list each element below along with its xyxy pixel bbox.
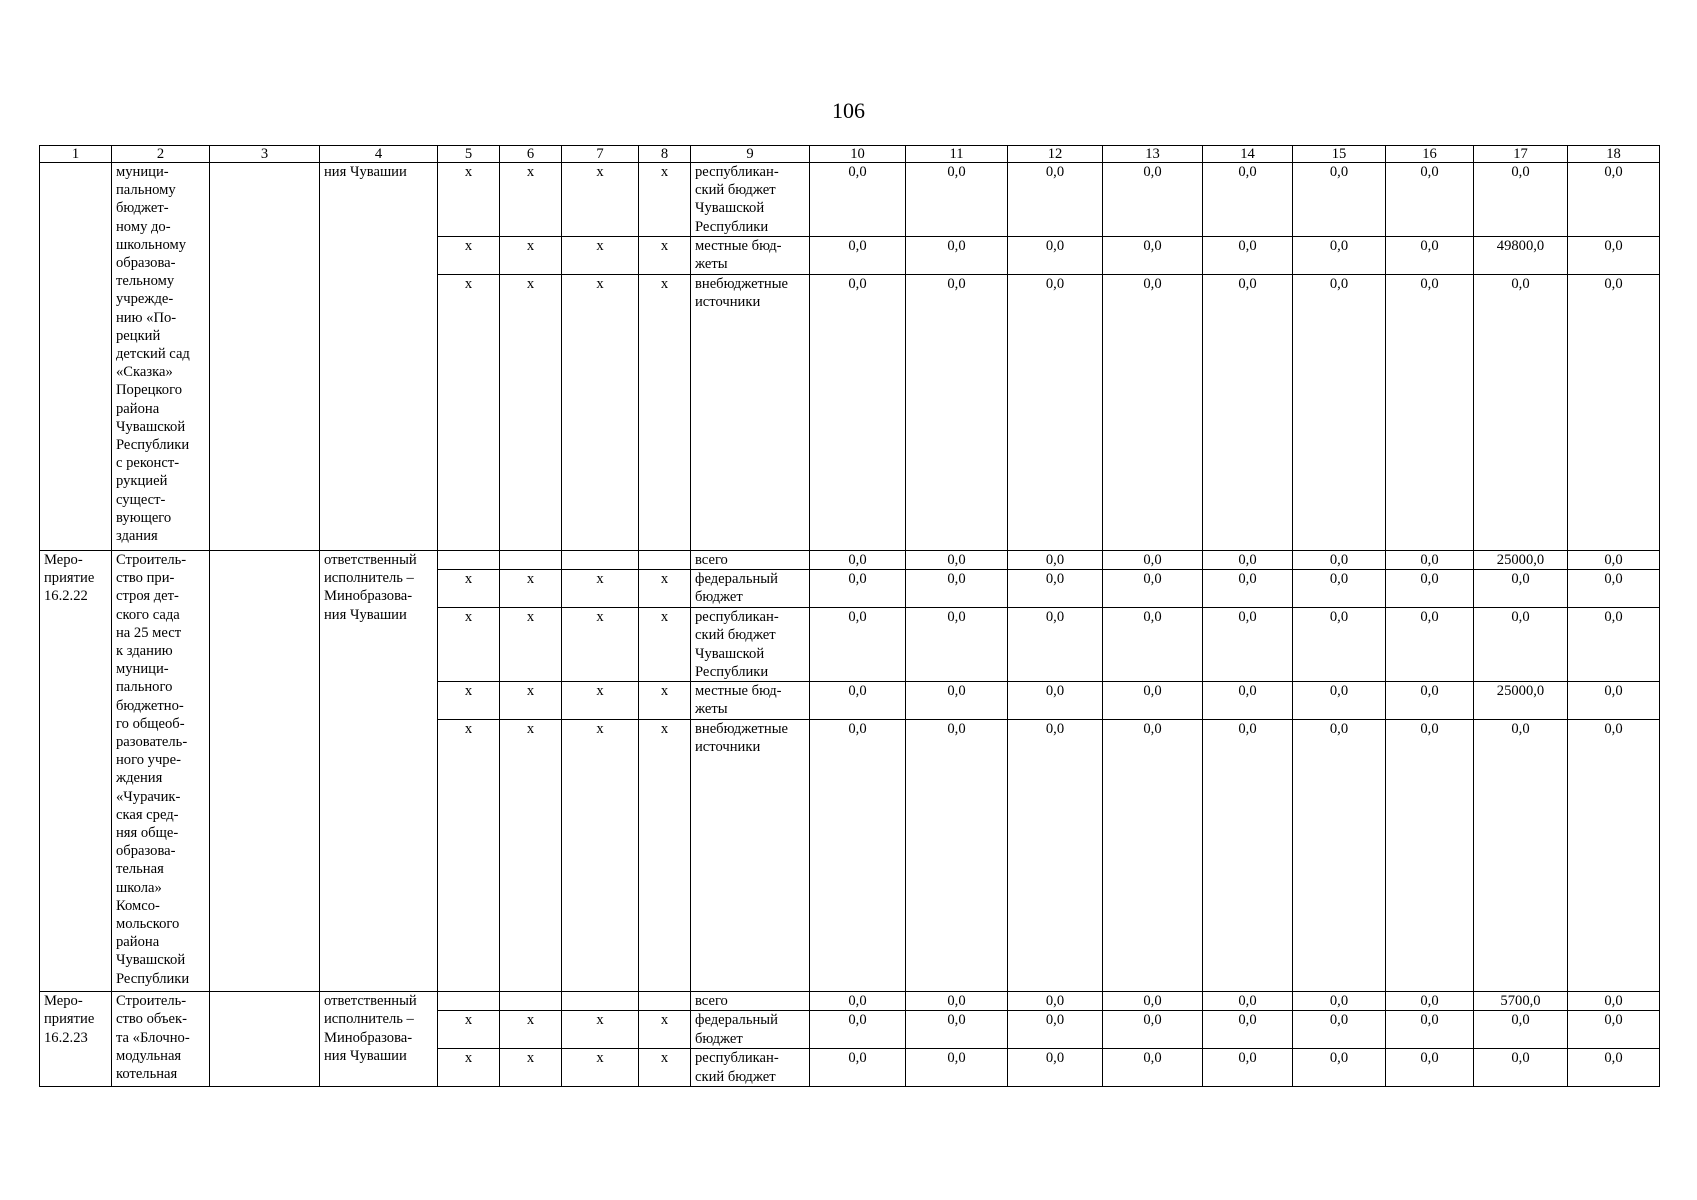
amount-cell: 0,0: [1103, 237, 1203, 275]
amount-cell: 25000,0: [1474, 682, 1568, 720]
funding-source-cell: федеральный бюджет: [691, 1011, 810, 1049]
funding-row: [40, 992, 1660, 1011]
amount-cell: 0,0: [1203, 1049, 1293, 1087]
code-cell: х: [500, 720, 562, 992]
code-cell: [438, 992, 500, 1011]
code-cell: [639, 992, 691, 1011]
measure-cell: [40, 163, 112, 551]
code-cell: х: [639, 1011, 691, 1049]
amount-cell: 0,0: [1103, 551, 1203, 570]
code-cell: х: [438, 720, 500, 992]
amount-cell: 0,0: [1203, 1011, 1293, 1049]
amount-cell: 0,0: [1386, 1049, 1474, 1087]
amount-cell: 0,0: [1474, 1049, 1568, 1087]
amount-cell: 0,0: [1568, 237, 1660, 275]
amount-cell: 0,0: [810, 682, 906, 720]
amount-cell: 0,0: [1203, 992, 1293, 1011]
column-number-header: 18: [1568, 146, 1660, 163]
amount-cell: 0,0: [1103, 1049, 1203, 1087]
code-cell: х: [562, 1011, 639, 1049]
column-number-header: 5: [438, 146, 500, 163]
amount-cell: 0,0: [906, 1011, 1008, 1049]
amount-cell: 0,0: [1203, 570, 1293, 608]
measure-cell: Меро- приятие 16.2.23: [40, 992, 112, 1087]
amount-cell: 0,0: [810, 551, 906, 570]
amount-cell: 0,0: [1386, 237, 1474, 275]
column-number-header: 10: [810, 146, 906, 163]
amount-cell: 0,0: [1008, 551, 1103, 570]
code-cell: [438, 551, 500, 570]
amount-cell: 0,0: [810, 608, 906, 682]
empty-cell: [210, 163, 320, 551]
amount-cell: 0,0: [1008, 237, 1103, 275]
funding-source-cell: федеральный бюджет: [691, 570, 810, 608]
column-number-header: 11: [906, 146, 1008, 163]
amount-cell: 0,0: [1386, 1011, 1474, 1049]
code-cell: х: [500, 682, 562, 720]
code-cell: х: [438, 608, 500, 682]
amount-cell: 0,0: [1568, 1049, 1660, 1087]
code-cell: х: [500, 608, 562, 682]
amount-cell: 0,0: [810, 275, 906, 551]
amount-cell: 0,0: [810, 570, 906, 608]
funding-source-cell: местные бюд- жеты: [691, 237, 810, 275]
amount-cell: 0,0: [1103, 570, 1203, 608]
column-number-header: 12: [1008, 146, 1103, 163]
amount-cell: 0,0: [1103, 720, 1203, 992]
code-cell: х: [500, 570, 562, 608]
amount-cell: 0,0: [1293, 1011, 1386, 1049]
code-cell: х: [500, 275, 562, 551]
amount-cell: 0,0: [1008, 992, 1103, 1011]
funding-row: [40, 551, 1660, 570]
amount-cell: 0,0: [1203, 720, 1293, 992]
empty-cell: [210, 551, 320, 992]
code-cell: [562, 992, 639, 1011]
code-cell: х: [639, 275, 691, 551]
amount-cell: 0,0: [906, 720, 1008, 992]
amount-cell: 0,0: [1293, 682, 1386, 720]
amount-cell: 0,0: [906, 570, 1008, 608]
amount-cell: 0,0: [1568, 992, 1660, 1011]
page-number: 106: [832, 98, 865, 123]
column-number-header: 7: [562, 146, 639, 163]
amount-cell: 0,0: [1386, 992, 1474, 1011]
code-cell: [500, 992, 562, 1011]
column-number-header: 4: [320, 146, 438, 163]
amount-cell: 0,0: [810, 720, 906, 992]
funding-row: [40, 163, 1660, 237]
amount-cell: 0,0: [1008, 1011, 1103, 1049]
code-cell: х: [500, 163, 562, 237]
budget-table: [39, 145, 1660, 1087]
code-cell: х: [639, 237, 691, 275]
amount-cell: 0,0: [1568, 1011, 1660, 1049]
funding-source-cell: внебюджетные источники: [691, 275, 810, 551]
code-cell: х: [438, 1011, 500, 1049]
column-number-header: 1: [40, 146, 112, 163]
amount-cell: 0,0: [1293, 1049, 1386, 1087]
amount-cell: 0,0: [1293, 608, 1386, 682]
amount-cell: 0,0: [906, 237, 1008, 275]
amount-cell: 0,0: [810, 1011, 906, 1049]
amount-cell: 0,0: [810, 1049, 906, 1087]
funding-source-cell: республикан- ский бюджет: [691, 1049, 810, 1087]
amount-cell: 0,0: [1386, 608, 1474, 682]
amount-cell: 0,0: [1568, 275, 1660, 551]
funding-source-cell: внебюджетные источники: [691, 720, 810, 992]
amount-cell: 0,0: [1103, 163, 1203, 237]
code-cell: х: [562, 570, 639, 608]
amount-cell: 0,0: [1293, 570, 1386, 608]
amount-cell: 0,0: [1386, 163, 1474, 237]
amount-cell: 0,0: [1008, 163, 1103, 237]
amount-cell: 0,0: [1293, 720, 1386, 992]
code-cell: х: [500, 1049, 562, 1087]
amount-cell: 0,0: [1293, 237, 1386, 275]
amount-cell: 0,0: [1203, 237, 1293, 275]
amount-cell: 0,0: [1568, 608, 1660, 682]
code-cell: х: [639, 1049, 691, 1087]
measure-name-cell: Строитель- ство при- строя дет- ского сада на 25 мест к зданию муници- пального бюджетно- го общеоб- разователь- ного учре- ждения «Чурачик- ская сред- няя обще- образова- тельная школа» Комсо- мольского района Чувашской Республики: [112, 551, 210, 992]
amount-cell: 0,0: [1474, 608, 1568, 682]
amount-cell: 0,0: [906, 682, 1008, 720]
amount-cell: 0,0: [1568, 720, 1660, 992]
measure-cell: Меро- приятие 16.2.22: [40, 551, 112, 992]
amount-cell: 0,0: [1008, 570, 1103, 608]
column-number-header: 2: [112, 146, 210, 163]
measure-name-cell: муници- пальному бюджет- ному до- школьному образова- тельному учрежде- нию «По- рецкий детский сад «Сказка» Порецкого района Чувашской Республики с реконст- рукцией сущест- вующего здания: [112, 163, 210, 551]
amount-cell: 0,0: [1386, 275, 1474, 551]
empty-cell: [210, 992, 320, 1087]
column-number-header: 16: [1386, 146, 1474, 163]
amount-cell: 0,0: [906, 551, 1008, 570]
code-cell: х: [562, 275, 639, 551]
amount-cell: 0,0: [1568, 570, 1660, 608]
amount-cell: 0,0: [906, 608, 1008, 682]
amount-cell: 25000,0: [1474, 551, 1568, 570]
amount-cell: 0,0: [906, 163, 1008, 237]
amount-cell: 0,0: [1203, 608, 1293, 682]
code-cell: х: [639, 720, 691, 992]
amount-cell: 0,0: [1386, 551, 1474, 570]
funding-source-cell: республикан- ский бюджет Чувашской Республики: [691, 163, 810, 237]
amount-cell: 0,0: [1103, 992, 1203, 1011]
amount-cell: 0,0: [1008, 720, 1103, 992]
code-cell: х: [562, 163, 639, 237]
code-cell: х: [438, 163, 500, 237]
amount-cell: 0,0: [1293, 163, 1386, 237]
amount-cell: 5700,0: [1474, 992, 1568, 1011]
code-cell: х: [438, 1049, 500, 1087]
code-cell: х: [562, 682, 639, 720]
amount-cell: 0,0: [1203, 682, 1293, 720]
amount-cell: 0,0: [1008, 682, 1103, 720]
amount-cell: 0,0: [1008, 1049, 1103, 1087]
amount-cell: 0,0: [906, 275, 1008, 551]
amount-cell: 0,0: [1474, 570, 1568, 608]
amount-cell: 49800,0: [1474, 237, 1568, 275]
amount-cell: 0,0: [1103, 275, 1203, 551]
column-number-header: 8: [639, 146, 691, 163]
executor-cell: ответственный исполнитель – Минобразова- ния Чувашии: [320, 551, 438, 992]
amount-cell: 0,0: [1568, 163, 1660, 237]
amount-cell: 0,0: [1203, 163, 1293, 237]
amount-cell: 0,0: [1386, 682, 1474, 720]
code-cell: [500, 551, 562, 570]
column-number-header: 3: [210, 146, 320, 163]
column-number-header: 6: [500, 146, 562, 163]
code-cell: х: [500, 237, 562, 275]
column-number-header: 15: [1293, 146, 1386, 163]
funding-source-cell: всего: [691, 992, 810, 1011]
funding-source-cell: республикан- ский бюджет Чувашской Республики: [691, 608, 810, 682]
amount-cell: 0,0: [906, 1049, 1008, 1087]
code-cell: [562, 551, 639, 570]
amount-cell: 0,0: [1474, 275, 1568, 551]
code-cell: х: [639, 570, 691, 608]
amount-cell: 0,0: [1386, 570, 1474, 608]
header-row: [40, 146, 1660, 163]
code-cell: х: [562, 720, 639, 992]
executor-cell: ответственный исполнитель – Минобразова- ния Чувашии: [320, 992, 438, 1087]
funding-source-cell: всего: [691, 551, 810, 570]
measure-name-cell: Строитель- ство объек- та «Блочно- модульная котельная: [112, 992, 210, 1087]
column-number-header: 17: [1474, 146, 1568, 163]
amount-cell: 0,0: [810, 237, 906, 275]
executor-cell: ния Чувашии: [320, 163, 438, 551]
code-cell: х: [438, 570, 500, 608]
code-cell: х: [639, 682, 691, 720]
amount-cell: 0,0: [1103, 682, 1203, 720]
amount-cell: 0,0: [1474, 1011, 1568, 1049]
code-cell: х: [438, 237, 500, 275]
code-cell: х: [562, 237, 639, 275]
amount-cell: 0,0: [1293, 275, 1386, 551]
amount-cell: 0,0: [1008, 275, 1103, 551]
amount-cell: 0,0: [1474, 163, 1568, 237]
code-cell: х: [639, 163, 691, 237]
column-number-header: 14: [1203, 146, 1293, 163]
code-cell: [639, 551, 691, 570]
amount-cell: 0,0: [1103, 1011, 1203, 1049]
code-cell: х: [639, 608, 691, 682]
amount-cell: 0,0: [1568, 551, 1660, 570]
amount-cell: 0,0: [1293, 992, 1386, 1011]
code-cell: х: [562, 608, 639, 682]
amount-cell: 0,0: [1568, 682, 1660, 720]
amount-cell: 0,0: [1386, 720, 1474, 992]
amount-cell: 0,0: [1008, 608, 1103, 682]
column-number-header: 13: [1103, 146, 1203, 163]
amount-cell: 0,0: [1474, 720, 1568, 992]
amount-cell: 0,0: [810, 163, 906, 237]
amount-cell: 0,0: [1203, 275, 1293, 551]
amount-cell: 0,0: [810, 992, 906, 1011]
column-number-header: 9: [691, 146, 810, 163]
amount-cell: 0,0: [1203, 551, 1293, 570]
amount-cell: 0,0: [1293, 551, 1386, 570]
amount-cell: 0,0: [1103, 608, 1203, 682]
code-cell: х: [438, 682, 500, 720]
funding-source-cell: местные бюд- жеты: [691, 682, 810, 720]
amount-cell: 0,0: [906, 992, 1008, 1011]
code-cell: х: [438, 275, 500, 551]
code-cell: х: [500, 1011, 562, 1049]
code-cell: х: [562, 1049, 639, 1087]
